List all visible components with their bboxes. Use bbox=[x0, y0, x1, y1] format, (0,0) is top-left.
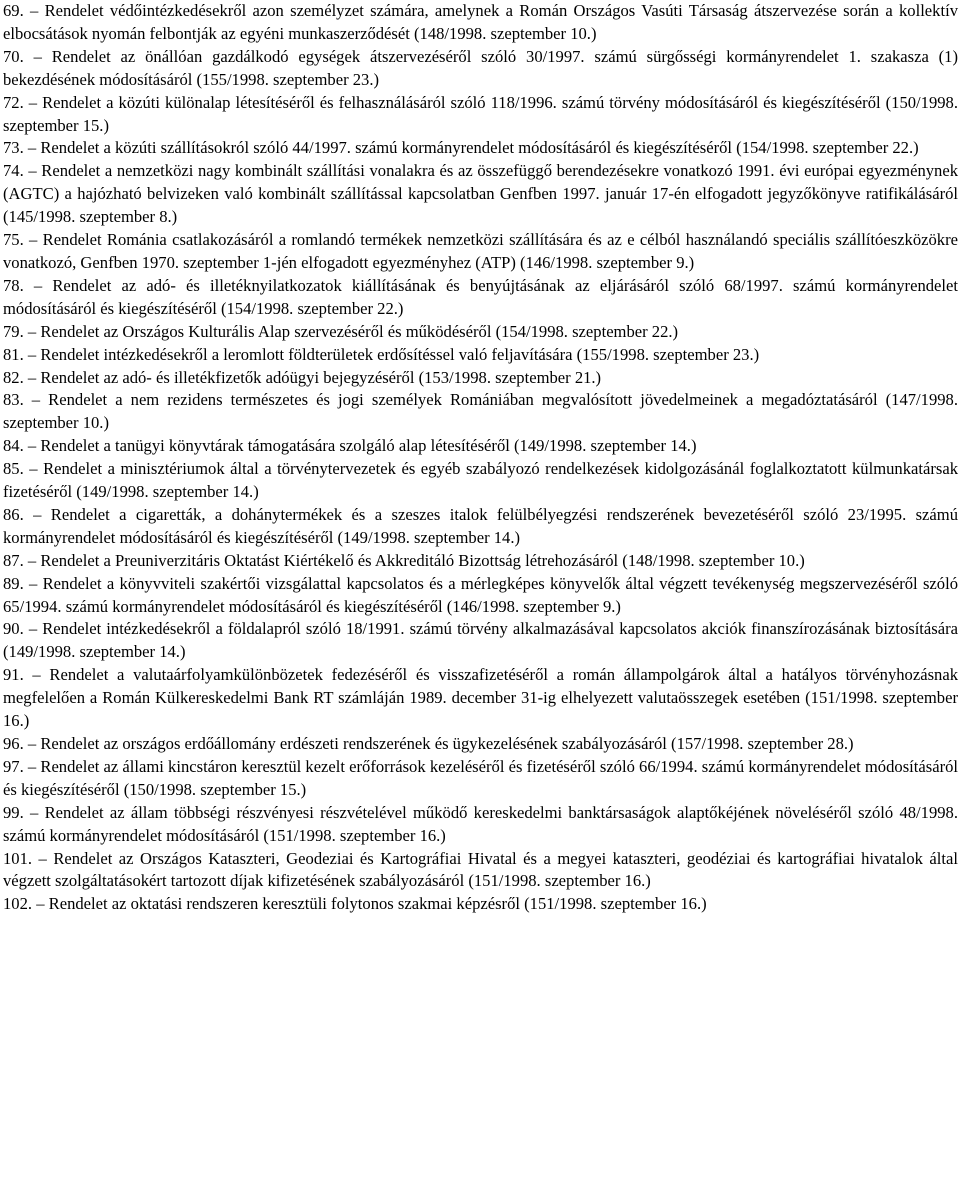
decree-entry-91: 91. – Rendelet a valutaárfolyamkülönbözetek fedezéséről és visszafizetéséről a román állampolgárok által a hatályos törvényhozásnak megfelelően a Román Külkereskedelmi Bank RT számláján 1989. december 31-ig elhelyezett valutaösszegek esetében (151/1998. szeptember 16.) bbox=[3, 665, 958, 731]
decree-entry-87: 87. – Rendelet a Preuniverzitáris Oktatást Kiértékelő és Akkreditáló Bizottság létrehozásáról (148/1998. szeptember 10.) bbox=[3, 550, 805, 570]
decree-entry-85: 85. – Rendelet a minisztériumok által a törvénytervezetek és egyéb szabályozó rendelkezések kidolgozásánál foglalkoztatott külmunkatársak fizetéséről (149/1998. szeptember 14.) bbox=[3, 459, 958, 502]
decree-entry-79: 79. – Rendelet az Országos Kulturális Alap szervezéséről és működéséről (154/1998. szeptember 22.) bbox=[3, 321, 679, 341]
decree-entry-72: 72. – Rendelet a közúti különalap létesítéséről és felhasználásáról szóló 118/1996. számú törvény módosításáról és kiegészítéséről (150/1998. szeptember 15.) bbox=[3, 92, 958, 135]
decree-entry-74: 74. – Rendelet a nemzetközi nagy kombinált szállítási vonalakra és az összefüggő berendezésekre vonatkozó 1991. évi európai egyezménynek (AGTC) a hajózható belvizeken való kombinált szállítással kapcsolatban Genfben 1997. január 17-én elfogadott jegyzőkönyve ratifikálásáról (145/1998. szeptember 8.) bbox=[3, 161, 958, 227]
decree-entry-86: 86. – Rendelet a cigaretták, a dohánytermékek és a szeszes italok felülbélyegzési rendszerének bevezetéséről szóló 23/1995. számú kormányrendelet módosításáról és kiegészítéséről (149/1998. szeptember 14.) bbox=[3, 504, 958, 547]
decree-entry-102: 102. – Rendelet az oktatási rendszeren keresztüli folytonos szakmai képzésről (151/1998. szeptember 16.) bbox=[3, 894, 707, 914]
decree-entry-97: 97. – Rendelet az állami kincstáron keresztül kezelt erőforrások kezeléséről és fizetéséről szóló 66/1994. számú kormányrendelet módosításáról és kiegészítéséről (150/1998. szeptember 15.) bbox=[3, 756, 958, 799]
decree-entry-75: 75. – Rendelet Románia csatlakozásáról a romlandó termékek nemzetközi szállítására és az e célból használandó speciális szállítóeszközökre vonatkozó, Genfben 1970. szeptember 1-jén elfogadott egyezményhez (ATP) (146/1998. szeptember 9.) bbox=[3, 230, 958, 272]
decree-entry-101: 101. – Rendelet az Országos Kataszteri, Geodeziai és Kartográfiai Hivatal és a megyei kataszteri, geodéziai és kartográfiai hivatalok által végzett szolgáltatásokért tartozott díjak kifizetésének szabályozásáról (151/1998. szeptember 16.) bbox=[3, 848, 958, 891]
decree-entry-69: 69. – Rendelet védőintézkedésekről azon személyzet számára, amelynek a Román Országos Vasúti Társaság átszervezése során a kollektív elbocsátások nyomán felbontják az egyéni munkaszerződését (148/1998. szeptember 10.) bbox=[3, 1, 958, 43]
decree-entry-82: 82. – Rendelet az adó- és illetékfizetők adóügyi bejegyzéséről (153/1998. szeptember 21.) bbox=[3, 367, 602, 387]
decree-entry-96: 96. – Rendelet az országos erdőállomány erdészeti rendszerének és ügykezelésének szabályozásáról (157/1998. szeptember 28.) bbox=[3, 734, 854, 753]
decree-entry-78: 78. – Rendelet az adó- és illetéknyilatkozatok kiállításának és benyújtásának az eljárásáról szóló 68/1997. számú kormányrendelet módosításáról és kiegészítéséről (154/1998. szeptember 22.) bbox=[3, 275, 958, 318]
decree-entry-84: 84. – Rendelet a tanügyi könyvtárak támogatására szolgáló alap létesítéséről (149/1998. szeptember 14.) bbox=[3, 436, 697, 456]
decree-entry-70: 70. – Rendelet az önállóan gazdálkodó egységek átszervezéséről szóló 30/1997. számú sürgősségi kormányrendelet 1. szakasza (1) bekezdésének módosításáról (155/1998. szeptember 23.) bbox=[3, 46, 958, 89]
decree-entry-81: 81. – Rendelet intézkedésekről a leromlott földterületek erdősítéssel való feljavítására (155/1998. szeptember 23.) bbox=[3, 344, 760, 364]
decree-entry-89: 89. – Rendelet a könyvviteli szakértői vizsgálattal kapcsolatos és a mérlegképes könyvelők által végzett tevékenység megszervezéséről szóló 65/1994. számú kormányrendelet módosításáról és kiegészítéséről (146/1998. szeptember 9.) bbox=[3, 573, 958, 616]
decree-entry-73: 73. – Rendelet a közúti szállításokról szóló 44/1997. számú kormányrendelet módosításáról és kiegészítéséről (154/1998. szeptember 22.) bbox=[3, 138, 919, 158]
decree-entry-90: 90. – Rendelet intézkedésekről a földalapról szóló 18/1991. számú törvény alkalmazásával kapcsolatos akciók finanszírozásának biztosítására (149/1998. szeptember 14.) bbox=[3, 619, 958, 662]
decree-entry-99: 99. – Rendelet az állam többségi részvényesi részvételével működő kereskedelmi banktársaságok alaptőkéjének növeléséről szóló 48/1998. számú kormányrendelet módosításáról (151/1998. szeptember 16.) bbox=[3, 802, 958, 845]
decree-entry-83: 83. – Rendelet a nem rezidens természetes és jogi személyek Romániában megvalósított jövedelmeinek a megadóztatásáról (147/1998. szeptember 10.) bbox=[3, 390, 958, 433]
